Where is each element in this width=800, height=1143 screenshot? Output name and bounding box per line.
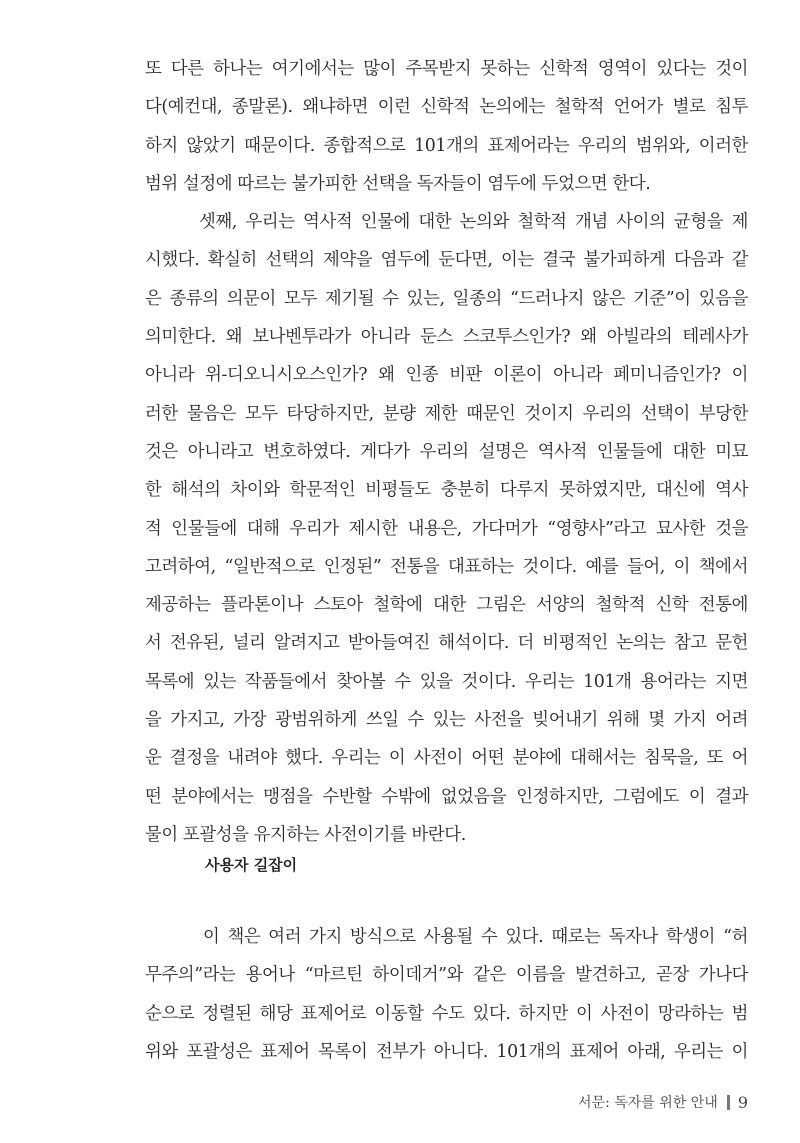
paragraph-2-line: 떤 분야에서는 맹점을 수반할 수밖에 없었음을 인정하지만, 그럼에도 이 결과 [145,786,748,807]
paragraph-2-line: 시했다. 확실히 선택의 제약을 염두에 둔다면, 이는 결국 불가피하게 다음과 같 [145,250,748,271]
paragraph-3-line: 순으로 정렬된 해당 표제어로 이동할 수도 있다. 하지만 이 사전이 망라하는 범 [145,1003,748,1024]
paragraph-1-line: 범위 설정에 따르는 불가피한 선택을 독자들이 염두에 두었으면 한다. [145,173,651,194]
paragraph-1-line: 하지 않았기 때문이다. 종합적으로 101개의 표제어라는 우리의 범위와, 이러한 [145,135,748,156]
paragraph-2-line: 목록에 있는 작품들에서 찾아볼 수 있을 것이다. 우리는 101개 용어라는 지면 [145,671,748,692]
paragraph-2-line: 은 종류의 의문이 모두 제기될 수 있는, 일종의 “드러나지 않은 기준”이 있음을 [145,288,748,309]
paragraph-2-line: 고려하여, “일반적으로 인정된” 전통을 대표하는 것이다. 예를 들어, 이 책에서 [145,556,748,577]
paragraph-1-line: 또 다른 하나는 여기에서는 많이 주목받지 못하는 신학적 영역이 있다는 것이 [145,59,748,79]
section-heading: 사용자 길잡이 [205,856,298,874]
paragraph-2-line: 러한 물음은 모두 타당하지만, 분량 제한 때문인 것이지 우리의 선택이 부당한 [145,403,748,424]
section-heading-block [205,854,297,875]
paragraph-2-line: 을 가지고, 가장 광범위하게 쓰일 수 있는 사전을 빚어내기 위해 몇 가지 어려 [145,710,748,731]
paragraph-2-line: 셋째, 우리는 역사적 인물에 대한 논의와 철학적 개념 사이의 균형을 제 [199,212,748,233]
body-text-bottom [145,918,748,1071]
paragraph-2-line: 운 결정을 내려야 했다. 우리는 이 사전이 어떤 분야에 대해서는 침묵을, 또 어 [145,748,748,769]
paragraph-2-line: 물이 포괄성을 유지하는 사전이기를 바란다. [145,824,466,845]
body-text-top [145,50,748,854]
page-footer [578,1092,748,1112]
paragraph-2-line: 적 인물들에 대해 우리가 제시한 내용은, 가다머가 “영향사”라고 묘사한 것을 [145,518,748,539]
paragraph-2-line: 의미한다. 왜 보나벤투라가 아니라 둔스 스코투스인가? 왜 아빌라의 테레사가 [145,327,748,348]
paragraph-2-line: 아니라 위-디오니시오스인가? 왜 인종 비판 이론이 아니라 페미니즘인가? 이 [145,365,748,386]
paragraph-2-line: 서 전유된, 널리 알려지고 받아들여진 해석이다. 더 비평적인 논의는 참고 문헌 [145,633,748,654]
paragraph-3-line: 이 책은 여러 가지 방식으로 사용될 수 있다. 때로는 독자나 학생이 “허 [203,927,748,947]
footer-divider [727,1095,730,1110]
paragraph-2-line: 것은 아니라고 변호하였다. 게다가 우리의 설명은 역사적 인물들에 대한 미묘 [145,441,748,462]
page-number: 9 [737,1092,748,1112]
paragraph-2-line: 한 해석의 차이와 학문적인 비평들도 충분히 다루지 못하였지만, 대신에 역사 [145,480,748,501]
running-footer-title: 서문: 독자를 위한 안내 [578,1095,718,1111]
paragraph-3-line: 위와 포괄성은 표제어 목록이 전부가 아니다. 101개의 표제어 아래, 우리는 이 [145,1041,748,1062]
paragraph-3-line: 무주의”라는 용어나 “마르틴 하이데거”와 같은 이름을 발견하고, 곧장 가나다 [145,965,748,986]
paragraph-1-line: 다(예컨대, 종말론). 왜냐하면 이런 신학적 논의에는 철학적 언어가 별로 침투 [145,97,748,118]
paragraph-2-line: 제공하는 플라톤이나 스토아 철학에 대한 그림은 서양의 철학적 신학 전통에 [145,595,748,616]
